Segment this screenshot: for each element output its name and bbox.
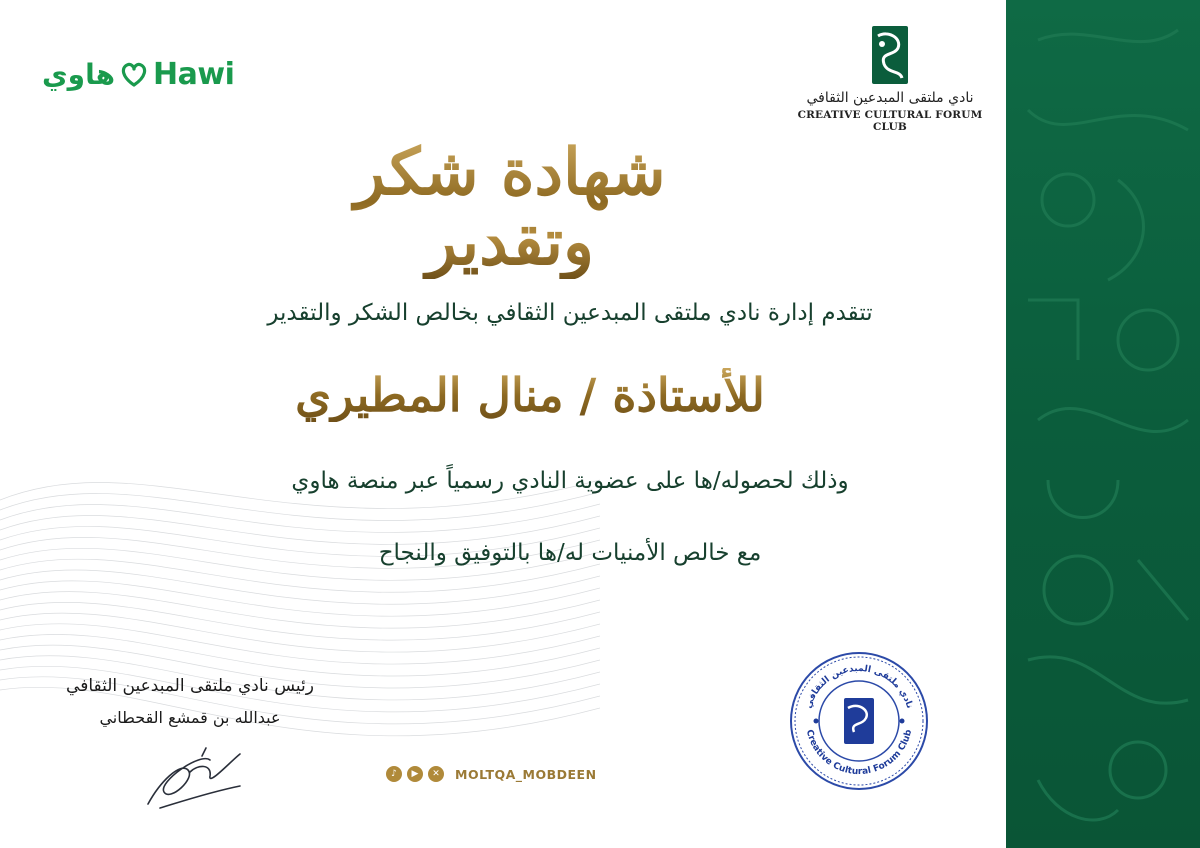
certificate-reason: وذلك لحصوله/ها على عضوية النادي رسمياً عبر منصة هاوي <box>291 468 849 494</box>
tiktok-icon[interactable]: ♪ <box>386 766 402 782</box>
certificate-wishes: مع خالص الأمنيات له/ها بالتوفيق والنجاح <box>378 540 762 566</box>
x-icon[interactable]: ✕ <box>428 766 444 782</box>
hawi-logo-arabic: هاوي <box>42 57 115 91</box>
certificate-title: شهادة شكر وتقدير <box>300 138 720 279</box>
green-side-band <box>998 0 1200 848</box>
hawi-logo <box>42 54 234 94</box>
recipient-name: للأستاذة / منال المطيري <box>250 368 810 422</box>
social-handle-bar <box>386 762 597 786</box>
heart-icon <box>119 59 149 89</box>
club-logo <box>790 24 990 133</box>
club-name-arabic: نادي ملتقى المبدعين الثقافي <box>806 90 974 106</box>
youtube-icon[interactable]: ▶ <box>407 766 423 782</box>
calligraphy-pattern-icon <box>998 0 1200 848</box>
club-seal <box>788 650 930 792</box>
seal-monogram-icon <box>844 698 874 744</box>
signatory-block <box>40 676 340 727</box>
seal-ring-text-english: Creative Cultural Forum Club <box>803 728 915 778</box>
club-monogram-icon <box>868 24 912 86</box>
signatory-name: عبدالله بن قمشع القحطاني <box>99 708 281 727</box>
seal-ring-text-arabic: نادي ملتقى المبدعين الثقافي <box>803 663 915 710</box>
hawi-logo-english: Hawi <box>153 56 235 92</box>
certificate-intro: تتقدم إدارة نادي ملتقى المبدعين الثقافي بخالص الشكر والتقدير <box>267 300 873 326</box>
signatory-title: رئيس نادي ملتقى المبدعين الثقافي <box>66 676 314 696</box>
social-handle[interactable]: MOLTQA_MOBDEEN <box>455 766 597 782</box>
wave-lines-decoration <box>0 440 600 848</box>
club-name-english: CREATIVE CULTURAL FORUM CLUB <box>797 109 983 133</box>
handwritten-signature <box>140 742 250 812</box>
